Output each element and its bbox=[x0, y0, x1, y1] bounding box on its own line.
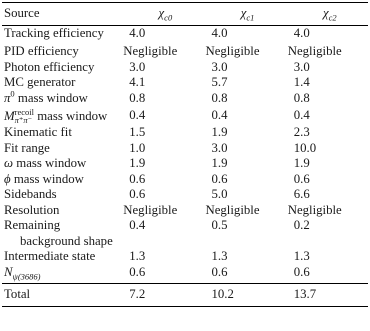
row-label: Remaining background shape bbox=[4, 218, 113, 248]
row-label: Sidebands bbox=[4, 187, 57, 201]
cell-chi-c1: Negligible bbox=[205, 202, 260, 217]
table-row bbox=[2, 60, 368, 76]
header-chi-c2: $\chi_{c2}$ bbox=[323, 6, 337, 23]
cell-chi-c1: Negligible bbox=[205, 44, 260, 58]
table-row bbox=[2, 91, 368, 107]
total-row bbox=[2, 284, 368, 307]
header-source: Source bbox=[4, 6, 40, 20]
cell-chi-c2: Negligible bbox=[287, 202, 342, 217]
cell-chi-c1: 3.0 bbox=[211, 59, 228, 74]
cell-chi-c0: 0.4 bbox=[129, 108, 146, 122]
row-label: MC generator bbox=[4, 75, 76, 89]
header-row bbox=[2, 3, 368, 26]
total-label: Total bbox=[4, 287, 31, 301]
table-row bbox=[2, 75, 368, 91]
cell-chi-c2: Negligible bbox=[287, 44, 342, 58]
cell-chi-c2: 0.6 bbox=[293, 171, 310, 186]
cell-chi-c0: 0.6 bbox=[129, 264, 146, 279]
table-row bbox=[2, 141, 368, 157]
row-label: $N_{\psi(3686)}$ bbox=[4, 264, 41, 282]
table-row bbox=[2, 156, 368, 172]
cell-chi-c1: 0.4 bbox=[211, 108, 228, 122]
table-row bbox=[2, 187, 368, 203]
total-chi-c2: 13.7 bbox=[293, 287, 317, 301]
cell-chi-c2: 10.0 bbox=[293, 140, 317, 155]
cell-chi-c0: Negligible bbox=[123, 202, 178, 217]
header-chi-c1: $\chi_{c1}$ bbox=[240, 6, 255, 23]
cell-chi-c0: 1.0 bbox=[129, 140, 146, 155]
cell-chi-c1: 3.0 bbox=[211, 140, 228, 155]
cell-chi-c0: 1.3 bbox=[129, 249, 146, 263]
cell-chi-c0: 3.0 bbox=[129, 59, 146, 74]
cell-chi-c2: 4.0 bbox=[293, 25, 310, 40]
total-chi-c0: 7.2 bbox=[129, 287, 146, 301]
row-label: Intermediate state bbox=[4, 249, 96, 263]
cell-chi-c2: 1.9 bbox=[293, 156, 310, 170]
table-row bbox=[2, 203, 368, 219]
cell-chi-c1: 4.0 bbox=[211, 25, 228, 40]
table-row bbox=[2, 125, 368, 141]
cell-chi-c2: 0.4 bbox=[293, 108, 310, 122]
cell-chi-c0: 4.0 bbox=[129, 25, 146, 40]
cell-chi-c0: 0.6 bbox=[129, 187, 146, 201]
cell-chi-c0: Negligible bbox=[123, 44, 178, 58]
row-label: Kinematic fit bbox=[4, 125, 72, 139]
cell-chi-c1: 1.9 bbox=[211, 156, 228, 170]
table-row bbox=[2, 172, 368, 188]
cell-chi-c0: 0.4 bbox=[129, 218, 146, 232]
cell-chi-c2: 3.0 bbox=[293, 59, 310, 74]
row-label: Resolution bbox=[4, 202, 60, 217]
cell-chi-c2: 0.8 bbox=[293, 90, 310, 105]
cell-chi-c1: 0.5 bbox=[211, 218, 228, 232]
cell-chi-c0: 4.1 bbox=[129, 75, 146, 89]
table-row bbox=[2, 25, 368, 44]
row-label: Fit range bbox=[4, 140, 50, 155]
cell-chi-c0: 0.6 bbox=[129, 171, 146, 186]
table-row bbox=[2, 44, 368, 60]
cell-chi-c2: 0.2 bbox=[293, 218, 310, 232]
table-row bbox=[2, 106, 368, 125]
row-label: PID efficiency bbox=[4, 44, 79, 58]
cell-chi-c1: 0.6 bbox=[211, 264, 228, 279]
row-label: ω mass window bbox=[4, 156, 87, 170]
cell-chi-c2: 1.4 bbox=[293, 75, 310, 89]
table-row bbox=[2, 265, 368, 284]
row-label: $\pi^0$ mass window bbox=[4, 88, 88, 105]
cell-chi-c1: 1.3 bbox=[211, 249, 228, 263]
cell-chi-c0: 1.9 bbox=[129, 156, 146, 170]
row-label: ϕ mass window bbox=[4, 171, 84, 186]
cell-chi-c1: 5.0 bbox=[211, 187, 228, 201]
systematic-uncertainty-table bbox=[2, 2, 368, 307]
cell-chi-c1: 0.8 bbox=[211, 90, 228, 105]
cell-chi-c0: 0.8 bbox=[129, 90, 146, 105]
row-label: M recoil π⁺π⁻ mass window bbox=[4, 107, 108, 125]
cell-chi-c2: 6.6 bbox=[293, 187, 310, 201]
cell-chi-c1: 5.7 bbox=[211, 75, 228, 89]
cell-chi-c0: 1.5 bbox=[129, 125, 146, 139]
row-label: Photon efficiency bbox=[4, 59, 95, 74]
table-row bbox=[2, 249, 368, 265]
cell-chi-c2: 2.3 bbox=[293, 125, 310, 139]
header-chi-c0: $\chi_{c0}$ bbox=[158, 6, 173, 23]
cell-chi-c1: 1.9 bbox=[211, 125, 228, 139]
total-chi-c1: 10.2 bbox=[211, 287, 234, 301]
cell-chi-c2: 1.3 bbox=[293, 249, 310, 263]
cell-chi-c1: 0.6 bbox=[211, 171, 228, 186]
row-label: Tracking efficiency bbox=[4, 25, 104, 40]
cell-chi-c2: 0.6 bbox=[293, 264, 310, 279]
table-row bbox=[2, 218, 368, 249]
